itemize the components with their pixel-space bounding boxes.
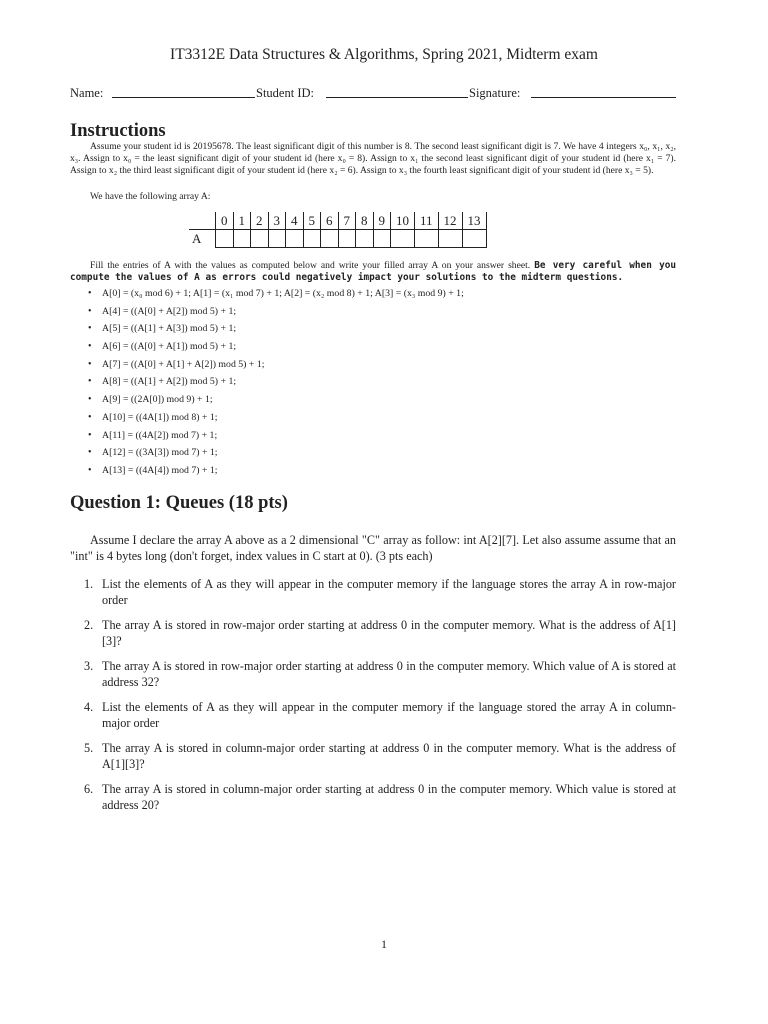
question1-items [84,577,676,823]
array-value-cell [438,230,462,248]
array-index-cell: 12 [438,212,462,230]
formula-text: A[5] = ((A[1] + A[3]) mod 5) + 1; [102,323,237,335]
question-item [84,577,676,608]
signature-blank [531,97,676,98]
fill-text: Fill the entries of A with the values as computed below and write your filled array A on your answer sheet. [90,260,531,271]
question-item [84,618,676,649]
question1-intro [70,533,676,564]
question-text: List the elements of A as they will appear in the computer memory if the language stores the array A in row-major order [102,577,676,607]
formula-text: A[9] = ((2A[0]) mod 9) + 1; [102,394,213,406]
bullet-icon: • [88,323,92,335]
array-value-cell [391,230,415,248]
formula-item [88,306,464,324]
array-value-cell [251,230,269,248]
formula-item [88,447,464,465]
question-number: 5. [84,741,94,755]
formula-item [88,359,464,377]
page-number: 1 [381,937,387,951]
array-index-cell: 13 [462,212,486,230]
bullet-icon: • [88,305,92,317]
array-corner-cell [189,212,216,230]
array-value-row [189,230,486,248]
formula-item [88,430,464,448]
formula-text: A[8] = ((A[1] + A[2]) mod 5) + 1; [102,376,237,388]
question-text: The array A is stored in column-major order starting at address 0 in the computer memory. Which value is stored at address 20? [102,782,676,812]
array-index-cell: 8 [356,212,374,230]
formula-item [88,288,464,306]
formula-item [88,323,464,341]
question-item [84,700,676,731]
instructions-paragraph [70,141,676,177]
question-item [84,782,676,813]
formula-text: A[4] = ((A[0] + A[2]) mod 5) + 1; [102,305,237,317]
formula-text: A[12] = ((3A[3]) mod 7) + 1; [102,447,218,459]
array-value-cell [303,230,321,248]
question-number: 1. [84,577,94,591]
bullet-icon: • [88,376,92,388]
array-index-cell: 2 [251,212,269,230]
array-value-cell [338,230,356,248]
instructions-heading: Instructions [70,121,166,141]
bullet-icon: • [88,341,92,353]
formula-list [88,288,464,483]
fill-instructions [70,260,676,284]
question1-heading: Question 1: Queues (18 pts) [70,493,288,513]
question-text: The array A is stored in row-major order starting at address 0 in the computer memory. What is the address of A[1][3]? [102,618,676,648]
formula-text: A[0] = (x₀ mod 6) + 1; A[1] = (x₁ mod 7) + 1; A[2] = (x₂ mod 8) + 1; A[3] = (x₃ mod 9) + 1; [102,288,464,299]
formula-text: A[7] = ((A[0] + A[1] + A[2]) mod 5) + 1; [102,358,265,370]
array-value-cell [373,230,391,248]
array-value-cell [321,230,339,248]
bullet-icon: • [88,411,92,423]
bullet-icon: • [88,394,92,406]
formula-item [88,341,464,359]
question-number: 2. [84,618,94,632]
bullet-icon: • [88,447,92,459]
formula-item [88,376,464,394]
formula-text: A[13] = ((4A[4]) mod 7) + 1; [102,464,218,476]
array-index-cell: 5 [303,212,321,230]
array-intro-line: We have the following array A: [90,191,211,202]
array-index-cell: 4 [286,212,304,230]
question-text: The array A is stored in row-major order starting at address 0 in the computer memory. Which value of A is stored at address 32? [102,659,676,689]
fill-warning: Be very careful when you compute the values of A as errors could negatively impact your solutions to the midterm questions. [70,260,676,283]
array-value-cell [268,230,286,248]
array-table [189,212,487,248]
array-row-label: A [189,230,216,248]
question-number: 4. [84,700,94,714]
student-id-blank [326,97,468,98]
question-text: List the elements of A as they will appear in the computer memory if the language stored the array A in column-major order [102,700,676,730]
array-index-cell: 6 [321,212,339,230]
question-number: 6. [84,782,94,796]
array-value-cell [415,230,439,248]
instructions-text: Assume your student id is 20195678. The least significant digit of this number is 8. The second least significant digit is 7. We have 4 integers x₀, x₁, x₂, x₃. Assign to x₀ = the least significant digit of your student id (here x₀ = 8). Assign to x₁ the second least significant digit of your student id (here x₁ = 7). Assign to x₂ the third least significant digit of your student id (here x₂ = 6). Assign to x₃ the fourth least significant digit of your student id (here x₃ = 5). [70,141,676,176]
array-index-cell: 1 [233,212,251,230]
name-label: Name: [70,86,104,100]
question1-intro-text: Assume I declare the array A above as a 2 dimensional "C" array as follow: int A[2][7]. Let also assume assume that an "int" is 4 bytes long (don't forget, index values in C start at 0). (3 pts each) [70,533,676,563]
bullet-icon: • [88,358,92,370]
question-item [84,741,676,772]
array-index-cell: 9 [373,212,391,230]
formula-text: A[11] = ((4A[2]) mod 7) + 1; [102,429,218,441]
question-number: 3. [84,659,94,673]
array-value-cell [462,230,486,248]
formula-text: A[10] = ((4A[1]) mod 8) + 1; [102,411,218,423]
array-value-cell [216,230,234,248]
array-index-cell: 3 [268,212,286,230]
array-index-row [189,212,486,230]
signature-label: Signature: [469,86,521,100]
name-blank [112,97,255,98]
formula-item [88,412,464,430]
bullet-icon: • [88,464,92,476]
formula-text: A[6] = ((A[0] + A[1]) mod 5) + 1; [102,341,237,353]
array-index-cell: 0 [216,212,234,230]
array-value-cell [356,230,374,248]
array-value-cell [233,230,251,248]
student-info-line [70,86,676,104]
bullet-icon: • [88,429,92,441]
student-id-label: Student ID: [256,86,314,100]
array-index-cell: 7 [338,212,356,230]
formula-item [88,465,464,483]
exam-title: IT3312E Data Structures & Algorithms, Spring 2021, Midterm exam [170,46,598,63]
bullet-icon: • [88,288,92,299]
array-value-cell [286,230,304,248]
question-text: The array A is stored in column-major order starting at address 0 in the computer memory. What is the address of A[1][3]? [102,741,676,771]
array-index-cell: 10 [391,212,415,230]
array-index-cell: 11 [415,212,439,230]
formula-item [88,394,464,412]
question-item [84,659,676,690]
